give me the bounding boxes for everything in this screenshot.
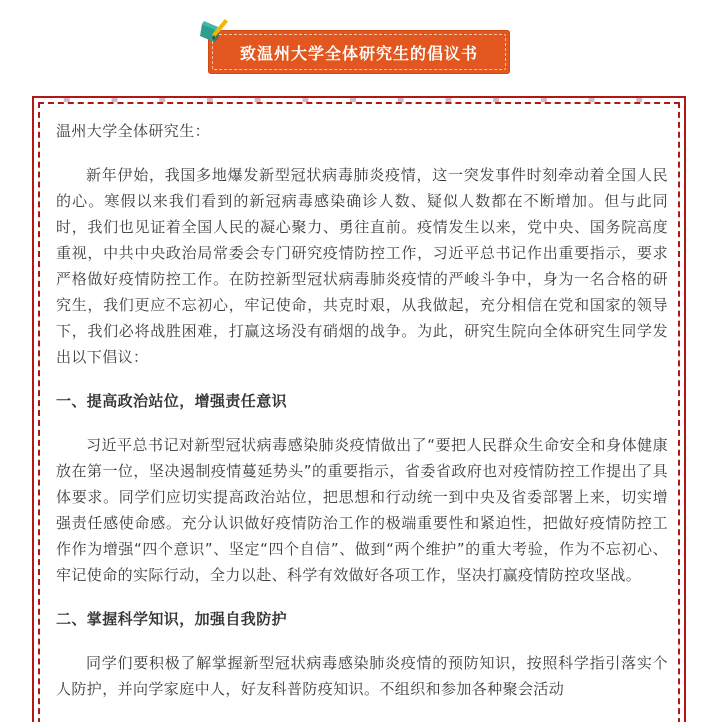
section-2-heading: 二、掌握科学知识，加强自我防护 (56, 610, 288, 628)
header (0, 0, 712, 90)
page-title: 致温州大学全体研究生的倡议书 (239, 44, 478, 63)
section-1-paragraph: 习近平总书记对新型冠状病毒感染肺炎疫情做出了“要把人民群众生命安全和身体健康放在第一位，坚决遏制疫情蔓延势头”的重要指示，省委省政府也对疫情防控工作提出了具体要求。同学们应切实提高政治站位，把思想和行动统一到中央及省委部署上来，切实增强责任感使命感。充分认识做好疫情防治工作的极端重要性和紧迫性，把做好疫情防控工作作为增强“四个意识”、坚定“四个自信”、做到“两个维护”的重大考验，作为不忘初心、牢记使命的实际行动，全力以赴、科学有效做好各项工作，坚决打赢疫情防控攻坚战。 (56, 436, 668, 584)
article-body (56, 118, 668, 720)
content-frame (32, 96, 686, 722)
section-2-paragraph: 同学们要积极了解掌握新型冠状病毒感染肺炎疫情的预防知识，按照科学指引落实个人防护，并向学家庭中人，好友科普防疫知识。不组织和参加各种聚会活动 (56, 654, 668, 698)
intro-paragraph: 新年伊始，我国多地爆发新型冠状病毒肺炎疫情，这一突发事件时刻牵动着全国人民的心。寒假以来我们看到的新冠病毒感染确诊人数、疑似人数都在不断增加。但与此同时，我们也见证着全国人民的凝心聚力、勇往直前。疫情发生以来，党中央、国务院高度重视，中共中央政治局常委会专门研究疫情防控工作，习近平总书记作出重要指示，要求严格做好疫情防控工作。在防控新型冠状病毒肺炎疫情的严峻斗争中，身为一名合格的研究生，我们更应不忘初心，牢记使命，共克时艰，从我做起，充分相信在党和国家的领导下，我们必将战胜困难，打赢这场没有硝烟的战争。为此，研究生院向全体研究生同学发出以下倡议： (56, 166, 668, 366)
section-1-heading: 一、提高政治站位，增强责任意识 (56, 392, 288, 410)
salutation: 温州大学全体研究生： (56, 122, 211, 140)
title-badge (208, 30, 510, 74)
book-pencil-icon (198, 16, 236, 46)
